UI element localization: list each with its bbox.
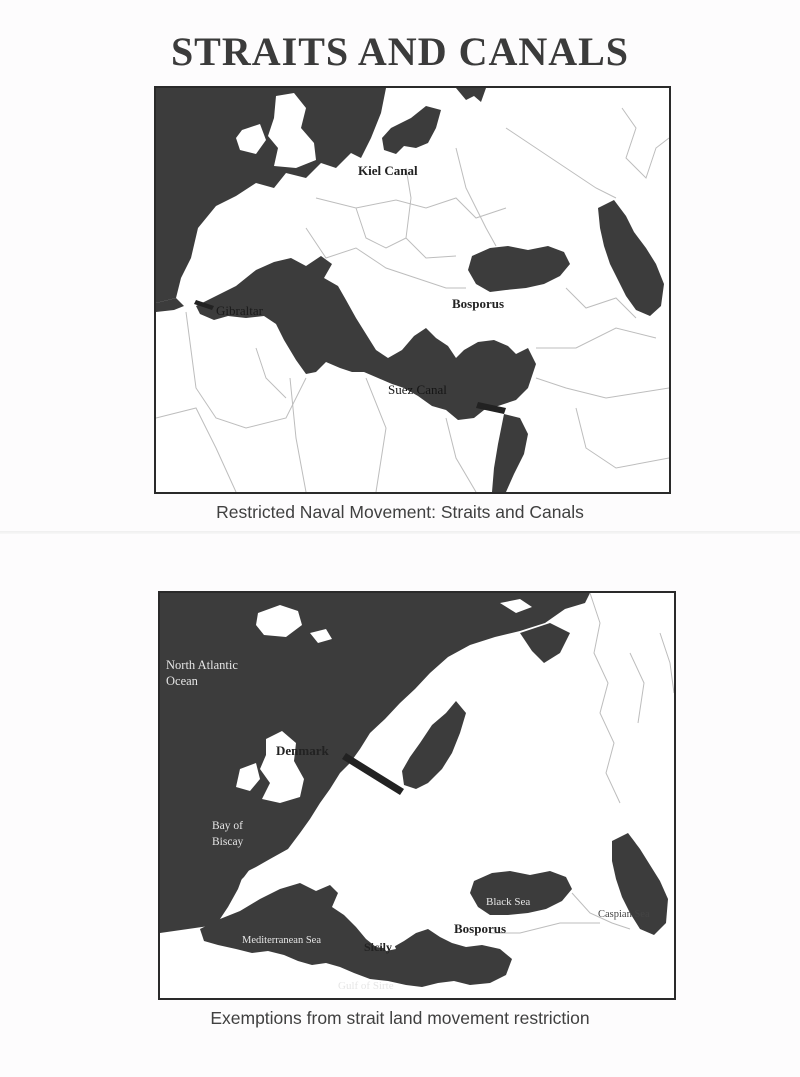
map2-svg [160, 593, 674, 998]
label-bay-2: Biscay [212, 836, 244, 848]
label-bosporus: Bosporus [452, 296, 505, 311]
sea-red [492, 414, 528, 492]
label-sicily: Sicily [364, 940, 393, 954]
label-suez-canal: Suez Canal [388, 382, 447, 397]
sea-baltic [382, 106, 441, 154]
label-black-sea: Black Sea [486, 896, 531, 908]
label-caspian-sea: Caspian Sea [598, 909, 650, 920]
label-bosporus: Bosporus [454, 921, 507, 936]
page-fold [0, 531, 800, 534]
label-north-atlantic-1: North Atlantic [166, 658, 238, 672]
sea-black [468, 246, 570, 292]
label-gibraltar: Gibraltar [216, 303, 263, 318]
label-mediterranean-sea: Mediterranean Sea [242, 935, 322, 946]
sea-barents [520, 623, 570, 663]
caption-map2: Exemptions from strait land movement restriction [210, 1008, 590, 1028]
label-north-atlantic-2: Ocean [166, 674, 198, 688]
page-title: STRAITS AND CANALS [170, 29, 630, 74]
label-bay-1: Bay of [212, 820, 243, 832]
sea-baltic-north [456, 88, 486, 102]
label-kiel-canal: Kiel Canal [358, 163, 418, 178]
sea-black [470, 871, 572, 915]
label-gulf-of-sirte: Gulf of Sirte [338, 980, 394, 992]
map-straits-canals [154, 86, 671, 494]
label-denmark: Denmark [276, 743, 329, 758]
map1-svg [156, 88, 669, 492]
sea-caspian [598, 200, 664, 316]
map-exemptions [158, 591, 676, 1000]
caption-map1: Restricted Naval Movement: Straits and Canals [216, 502, 584, 522]
